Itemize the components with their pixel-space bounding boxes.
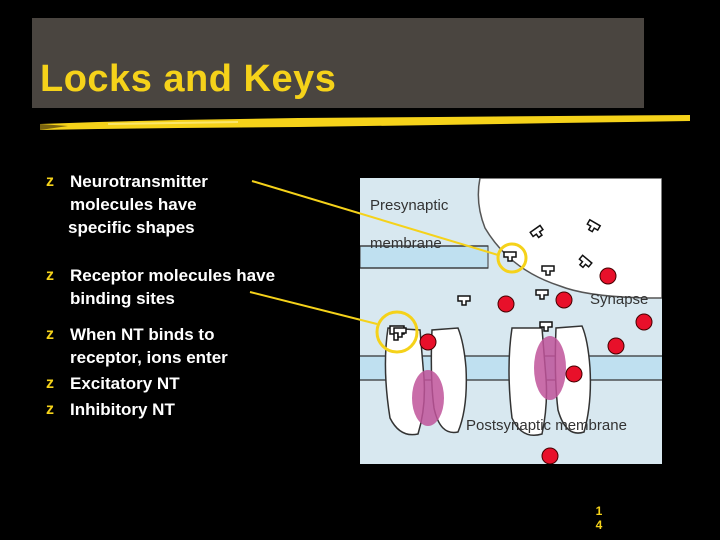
bullet-line: Neurotransmitter (70, 172, 208, 191)
label-membrane: membrane (370, 235, 442, 252)
bullet-marker: z (46, 401, 54, 418)
bullet-marker: z (46, 267, 54, 284)
bullet-marker: z (46, 326, 54, 343)
label-presynaptic: Presynaptic (370, 197, 449, 214)
label-postsynaptic-membrane: Postsynaptic membrane (466, 417, 627, 434)
connector-receptor-line (250, 292, 377, 324)
bullet-line: specific shapes (68, 218, 195, 237)
bullet-line: Excitatory NT (70, 374, 180, 393)
connector-nt-line (252, 181, 498, 255)
bullet-line: receptor, ions enter (70, 348, 228, 367)
label-synapse: Synapse (590, 291, 649, 308)
bullet-line: binding sites (70, 289, 175, 308)
bullet-marker: z (46, 375, 54, 392)
bullet-line: Inhibitory NT (70, 400, 175, 419)
page-number: 1 4 (595, 504, 603, 532)
bullet-marker: z (46, 173, 54, 190)
bullet-line: molecules have (70, 195, 197, 214)
bullet-line: When NT binds to (70, 325, 215, 344)
bullet-line: Receptor molecules have (70, 266, 276, 285)
slide-title: Locks and Keys (40, 58, 337, 100)
